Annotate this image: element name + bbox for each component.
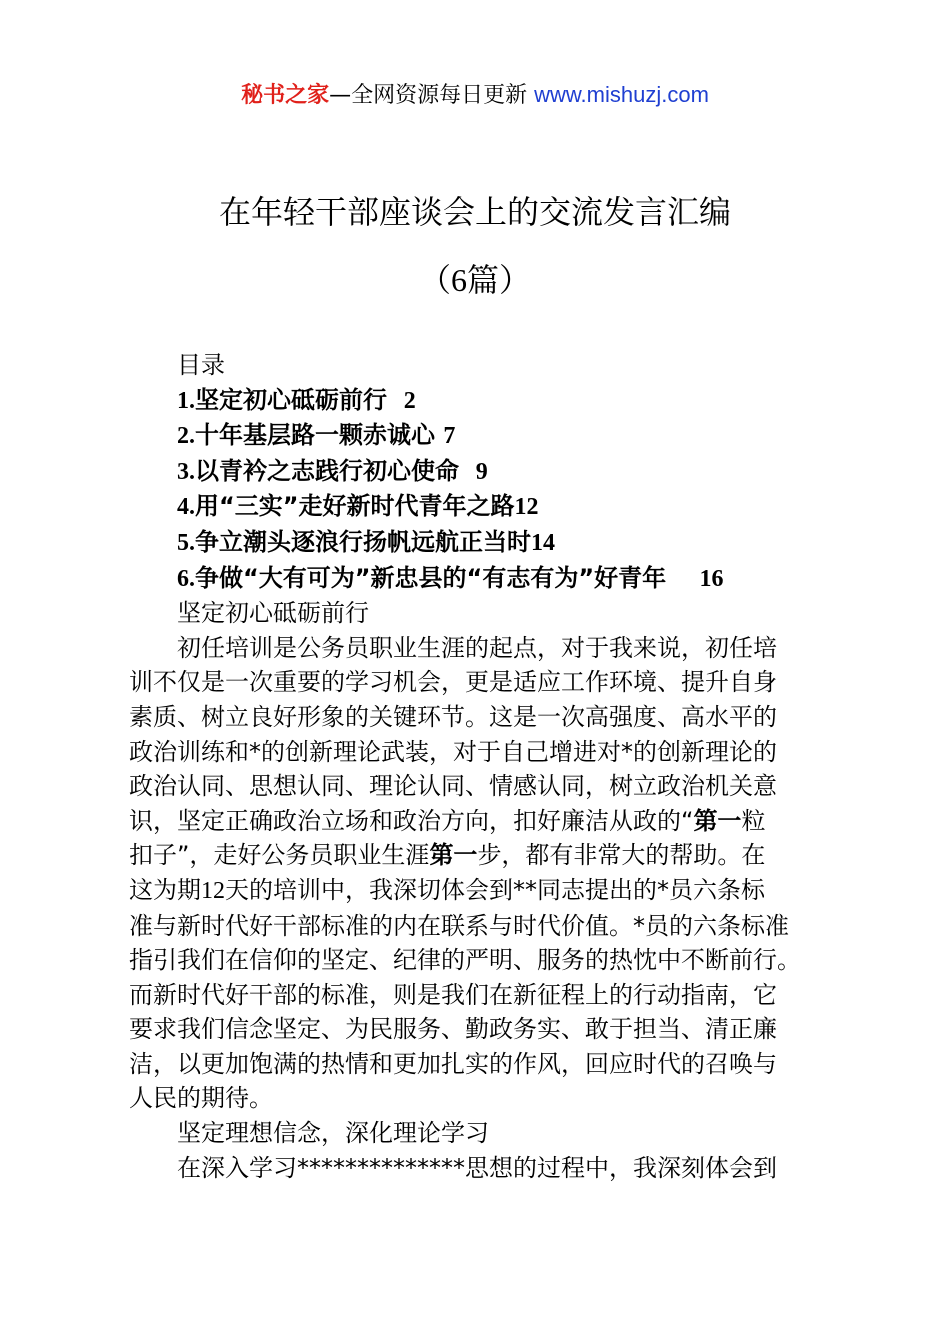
toc-item-text: 十年基层路一颗赤诚心 xyxy=(195,421,435,450)
toc-item-text: 用“三实”走好新时代青年之路 xyxy=(195,492,515,521)
toc-item-page: 2 xyxy=(403,387,416,414)
toc-item-gap xyxy=(666,564,699,592)
toc-item[interactable] xyxy=(129,418,839,454)
toc-item-page: 14 xyxy=(531,529,555,556)
paragraph-line: 政治认同、思想认同、理论认同、情感认同，树立政治机关意 xyxy=(129,772,777,801)
text-run: 粒 xyxy=(741,806,766,835)
paragraph-line: 而新时代好干部的标准，则是我们在新征程上的行动指南，它 xyxy=(129,980,777,1009)
paragraph-line: 训不仅是一次重要的学习机会，更是适应工作环境、提升自身 xyxy=(129,668,777,697)
toc-item-text: 坚定初心砥砺前行 xyxy=(195,385,387,414)
number-run: 12 xyxy=(201,877,225,904)
paragraph-line: 人民的期待。 xyxy=(129,1084,273,1113)
toc-item[interactable] xyxy=(129,561,839,597)
toc-item-index: 4. xyxy=(177,494,195,521)
bold-text-run: 第一 xyxy=(429,841,478,870)
paragraph-line: 在深入学习**************思想的过程中，我深刻体会到 xyxy=(177,1153,777,1182)
paragraph-line: 政治训练和*的创新理论武装，对于自己增进对*的创新理论的 xyxy=(129,737,777,766)
document-title: 在年轻干部座谈会上的交流发言汇编 xyxy=(218,193,731,231)
toc-item-index: 6. xyxy=(177,565,195,592)
site-brand: 秘书之家 xyxy=(241,83,330,108)
document-subtitle xyxy=(0,258,950,302)
toc-item-page: 16 xyxy=(699,565,724,592)
toc-item-page: 9 xyxy=(475,458,488,485)
paragraph-line: 初任培训是公务员职业生涯的起点，对于我来说，初任培 xyxy=(177,633,777,662)
site-tagline: —全网资源每日更新 xyxy=(329,83,535,108)
paragraph-line: 要求我们信念坚定、为民服务、勤政务实、敢于担当、清正廉 xyxy=(129,1015,777,1044)
text-run: 扣子”，走好公务员职业生涯 xyxy=(129,841,430,870)
paragraph-line xyxy=(129,873,839,909)
toc-item-page: 7 xyxy=(443,423,456,450)
toc-item-gap xyxy=(387,386,404,414)
paragraph-line xyxy=(129,804,839,839)
toc-item-text: 以青衿之志践行初心使命 xyxy=(195,456,459,485)
toc-item[interactable] xyxy=(129,489,839,525)
toc-item-page: 12 xyxy=(514,494,539,521)
paragraph-line xyxy=(129,838,839,873)
toc-item-index: 3. xyxy=(177,458,195,485)
text-run: 这为期 xyxy=(129,875,201,904)
text-run: 步，都有非常大的帮助。在 xyxy=(477,841,766,870)
toc-item-text: 争立潮头逐浪行扬帆远航正当时 xyxy=(195,527,531,556)
section-heading: 坚定初心砥砺前行 xyxy=(177,599,369,628)
subtitle-count: 6 xyxy=(450,262,467,298)
subsection-heading: 坚定理想信念，深化理论学习 xyxy=(177,1119,489,1148)
toc-item[interactable] xyxy=(129,525,839,561)
toc-item-gap xyxy=(459,457,476,485)
paragraph xyxy=(129,631,839,1116)
site-header xyxy=(0,80,950,111)
toc-item[interactable] xyxy=(129,383,839,419)
subtitle-unit: 篇 xyxy=(466,261,499,299)
subtitle-open-paren: （ xyxy=(418,261,451,299)
bold-text-run: 第一 xyxy=(693,806,742,835)
toc-item-index: 1. xyxy=(177,387,195,414)
toc-item[interactable] xyxy=(129,454,839,490)
document-body xyxy=(129,348,839,1185)
paragraph-line: 准与新时代好干部标准的内在联系与时代价值。*员的六条标准 xyxy=(129,911,789,940)
toc-heading: 目录 xyxy=(177,351,225,379)
table-of-contents xyxy=(129,383,839,597)
text-run: 天的培训中，我深切体会到**同志提出的*员六条标 xyxy=(225,875,765,904)
toc-item-index: 2. xyxy=(177,423,195,450)
toc-item-text: 争做“大有可为”新忠县的“有志有为”好青年 xyxy=(195,563,667,592)
paragraph-line: 洁，以更加饱满的热情和更加扎实的作风，回应时代的召唤与 xyxy=(129,1049,777,1078)
text-run: 识，坚定正确政治立场和政治方向，扣好廉洁从政的“ xyxy=(129,806,694,835)
toc-item-index: 5. xyxy=(177,529,195,556)
site-url-link[interactable]: www.mishuzj.com xyxy=(534,82,709,107)
subtitle-close-paren: ） xyxy=(499,261,532,299)
paragraph-line: 素质、树立良好形象的关键环节。这是一次高强度、高水平的 xyxy=(129,702,777,731)
paragraph-line: 指引我们在信仰的坚定、纪律的严明、服务的热忱中不断前行。 xyxy=(129,946,801,975)
